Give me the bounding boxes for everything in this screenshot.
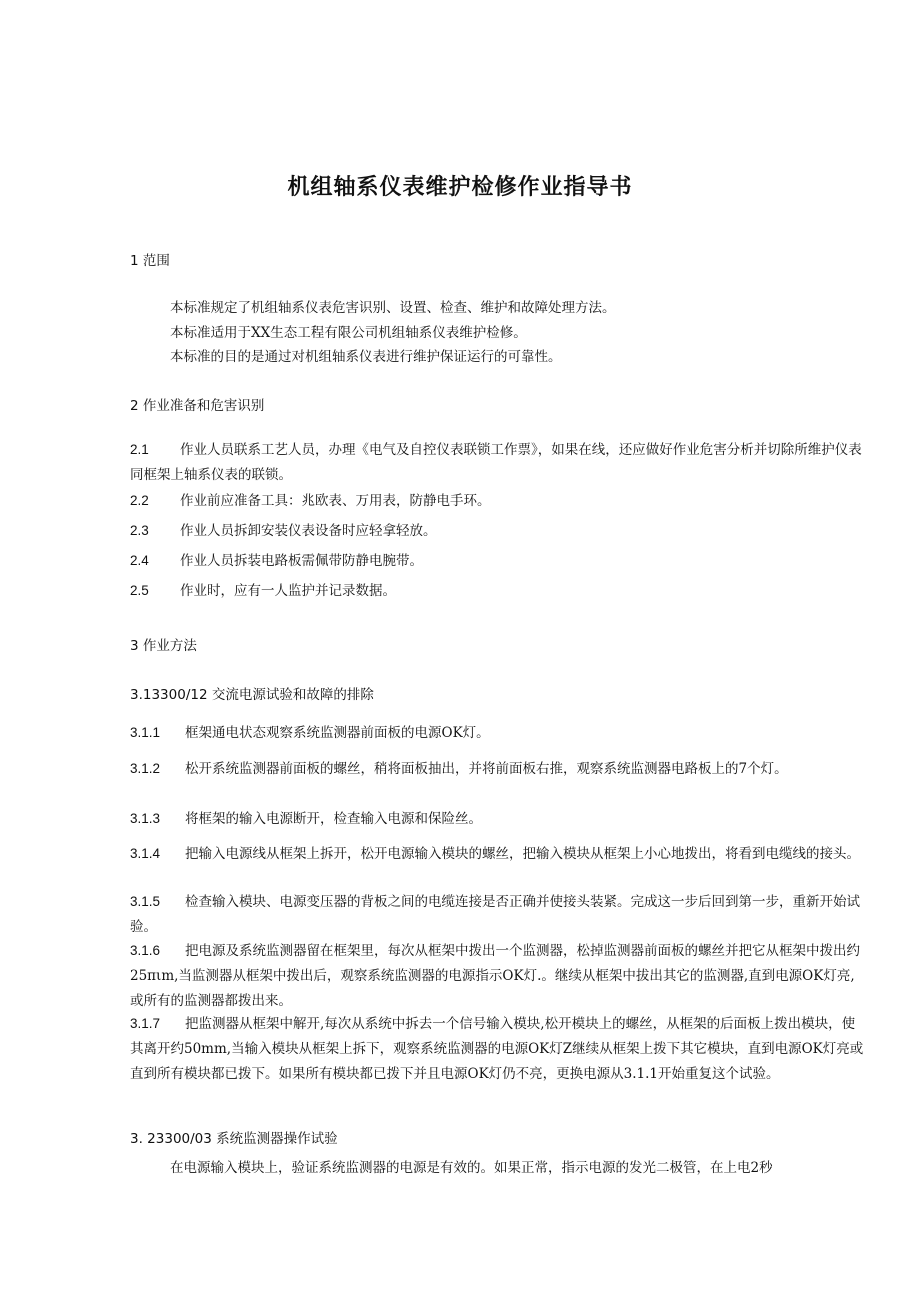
clause-3-1-6 xyxy=(130,938,866,1014)
clause-number: 3.1.6 xyxy=(130,943,161,958)
clause-number: 2.1 xyxy=(130,442,149,457)
clause-number: 3.1.7 xyxy=(130,1016,161,1031)
clause-text: 检查输入模块、电源变压器的背板之间的电缆连接是否正确并使接头装紧。完成这一步后回到第一步，重新开始试验。 xyxy=(130,894,860,935)
clause-number: 3.1.3 xyxy=(130,811,161,826)
clause-text: 把输入电源线从框架上拆开，松开电源输入模块的螺丝，把输入模块从框架上小心地拨出，将看到电缆线的接头。 xyxy=(185,846,860,862)
clause-number: 2.2 xyxy=(130,493,149,508)
clause-text: 松开系统监测器前面板的螺丝，稍将面板抽出，并将前面板右推，观察系统监测器电路板上的7个灯。 xyxy=(185,761,788,777)
scope-line-1: 本标准规定了机组轴系仪表危害识别、设置、检查、维护和故障处理方法。 xyxy=(170,300,616,316)
clause-3-1-4 xyxy=(130,841,866,867)
section-3-heading: 3 作业方法 xyxy=(130,638,197,654)
clause-number: 3.1.5 xyxy=(130,894,161,909)
section-1-heading: 1 范围 xyxy=(130,253,170,269)
clause-text: 作业人员拆卸安装仪表设备时应轻拿轻放。 xyxy=(180,523,437,539)
clause-number: 2.3 xyxy=(130,523,149,538)
clause-3-1-7 xyxy=(130,1011,866,1087)
clause-3-1-5 xyxy=(130,889,866,940)
clause-3-1-2 xyxy=(130,756,866,782)
clause-text: 作业人员联系工艺人员，办理《电气及自控仪表联锁工作票》，如果在线，还应做好作业危害分析并切除所维护仪表同框架上轴系仪表的联锁。 xyxy=(130,442,862,483)
clause-2-5 xyxy=(130,578,866,604)
section-2-heading: 2 作业准备和危害识别 xyxy=(130,398,265,414)
clause-text: 把监测器从框架中解开,每次从系统中拆去一个信号输入模块,松开模块上的螺丝，从框架的后面板上拨出模块，使其离开约50mm,当输入模块从框架上拆下，观察系统监测器的电源OK灯Z继续从框架上拨下其它模块，直到电源OK灯亮或直到所有模块都已拨下。如果所有模块都已拨下并且电源OK灯仍不亮，更换电源从3.1.1开始重复这个试验。 xyxy=(130,1016,864,1082)
clause-3-1-1 xyxy=(130,720,866,746)
clause-number: 3.1.4 xyxy=(130,846,161,861)
scope-line-2: 本标准适用于XX生态工程有限公司机组轴系仪表维护检修。 xyxy=(170,325,527,341)
clause-2-1 xyxy=(130,437,866,488)
clause-number: 2.4 xyxy=(130,553,149,568)
clause-text: 框架通电状态观察系统监测器前面板的电源OK灯。 xyxy=(185,725,490,741)
subsection-3-1-heading: 3.13300/12 交流电源试验和故障的排除 xyxy=(130,687,374,703)
clause-text: 将框架的输入电源断开，检查输入电源和保险丝。 xyxy=(185,811,482,827)
document-title: 机组轴系仪表维护检修作业指导书 xyxy=(287,175,633,200)
clause-2-2 xyxy=(130,488,866,514)
clause-2-3 xyxy=(130,518,866,544)
clause-3-1-3 xyxy=(130,806,866,832)
clause-text: 作业前应准备工具：兆欧表、万用表，防静电手环。 xyxy=(180,493,491,509)
subsection-3-2-heading: 3. 23300/03 系统监测器操作试验 xyxy=(130,1131,338,1147)
clause-number: 2.5 xyxy=(130,583,149,598)
clause-text: 作业人员拆装电路板需佩带防静电腕带。 xyxy=(180,553,423,569)
clause-number: 3.1.1 xyxy=(130,725,161,740)
clause-number: 3.1.2 xyxy=(130,761,161,776)
closing-paragraph: 在电源输入模块上，验证系统监测器的电源是有效的。如果正常，指示电源的发光二极管，在上电2秒 xyxy=(170,1160,773,1176)
clause-text: 作业时，应有一人监护并记录数据。 xyxy=(180,583,396,599)
clause-2-4 xyxy=(130,548,866,574)
scope-line-3: 本标准的目的是通过对机组轴系仪表进行维护保证运行的可靠性。 xyxy=(170,349,562,365)
clause-text: 把电源及系统监测器留在框架里，每次从框架中拨出一个监测器，松掉监测器前面板的螺丝并把它从框架中拨出约25πιm,当监测器从框架中拨出后，观察系统监测器的电源指示OK灯.。继续从框架中拔出其它的监测器,直到电源OK灯亮,或所有的监测器都拨出来。 xyxy=(130,943,860,1009)
